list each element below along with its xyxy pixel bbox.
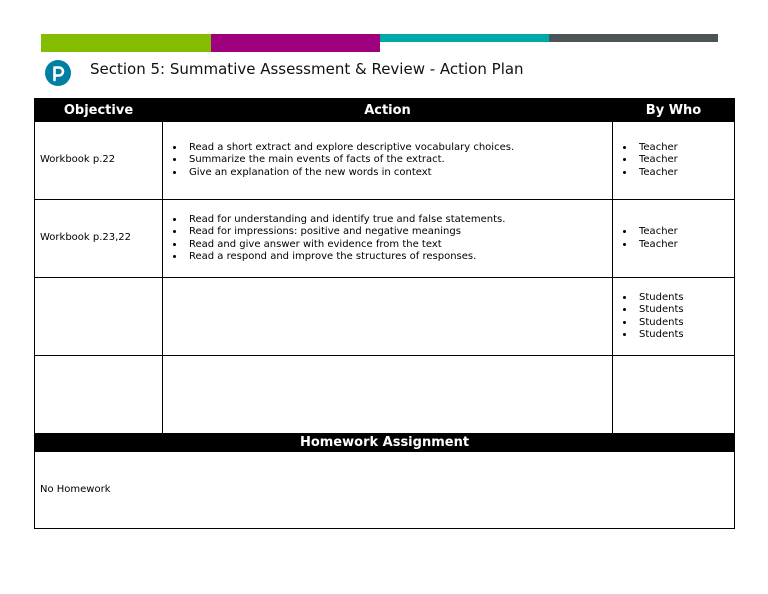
homework-header-row: [35, 434, 735, 452]
by-who-cell: [613, 278, 735, 356]
action-item: • Read a short extract and explore descriptive vocabulary choices.: [185, 142, 607, 154]
action-item: • Read for impressions: positive and negative meanings: [185, 226, 607, 238]
table-row: [35, 122, 735, 200]
by-who-item: • Students: [635, 304, 729, 316]
header-stripe-green: [41, 34, 211, 52]
table-row: [35, 200, 735, 278]
homework-body: No Homework: [35, 452, 735, 529]
by-who-item: • Teacher: [635, 142, 729, 154]
column-header-action: Action: [163, 99, 613, 122]
objective-cell: Workbook p.22: [35, 122, 163, 200]
action-plan-table: [34, 98, 735, 529]
by-who-list: [618, 226, 729, 251]
by-who-item: • Teacher: [635, 239, 729, 251]
by-who-list: [618, 292, 729, 341]
by-who-cell: [613, 356, 735, 434]
by-who-list: [618, 142, 729, 179]
header-stripe-gray: [549, 34, 718, 42]
by-who-cell: [613, 122, 735, 200]
objective-cell: [35, 278, 163, 356]
action-item: • Read for understanding and identify true and false statements.: [185, 214, 607, 226]
table-row: [35, 278, 735, 356]
action-item: • Summarize the main events of facts of the extract.: [185, 154, 607, 166]
by-who-item: • Teacher: [635, 154, 729, 166]
action-list: [168, 214, 607, 263]
header-stripe-teal: [380, 34, 549, 42]
action-cell: [163, 122, 613, 200]
by-who-cell: [613, 200, 735, 278]
action-cell: [163, 278, 613, 356]
by-who-item: • Students: [635, 292, 729, 304]
action-item: • Read a respond and improve the structures of responses.: [185, 251, 607, 263]
action-cell: [163, 200, 613, 278]
column-header-by-who: By Who: [613, 99, 735, 122]
by-who-item: • Teacher: [635, 167, 729, 179]
page-title: Section 5: Summative Assessment & Review - Action Plan: [90, 60, 524, 78]
by-who-item: • Students: [635, 329, 729, 341]
by-who-item: • Teacher: [635, 226, 729, 238]
column-header-objective: Objective: [35, 99, 163, 122]
action-cell: [163, 356, 613, 434]
by-who-item: • Students: [635, 317, 729, 329]
action-list: [168, 142, 607, 179]
homework-title: Homework Assignment: [35, 434, 735, 452]
action-item: • Read and give answer with evidence from the text: [185, 239, 607, 251]
table-header-row: [35, 99, 735, 122]
pearson-p-logo-icon: [45, 60, 71, 86]
action-item: • Give an explanation of the new words in context: [185, 167, 607, 179]
objective-cell: [35, 356, 163, 434]
objective-cell: Workbook p.23,22: [35, 200, 163, 278]
header-stripe-purple: [211, 34, 380, 52]
table-row: [35, 356, 735, 434]
homework-row: [35, 452, 735, 529]
